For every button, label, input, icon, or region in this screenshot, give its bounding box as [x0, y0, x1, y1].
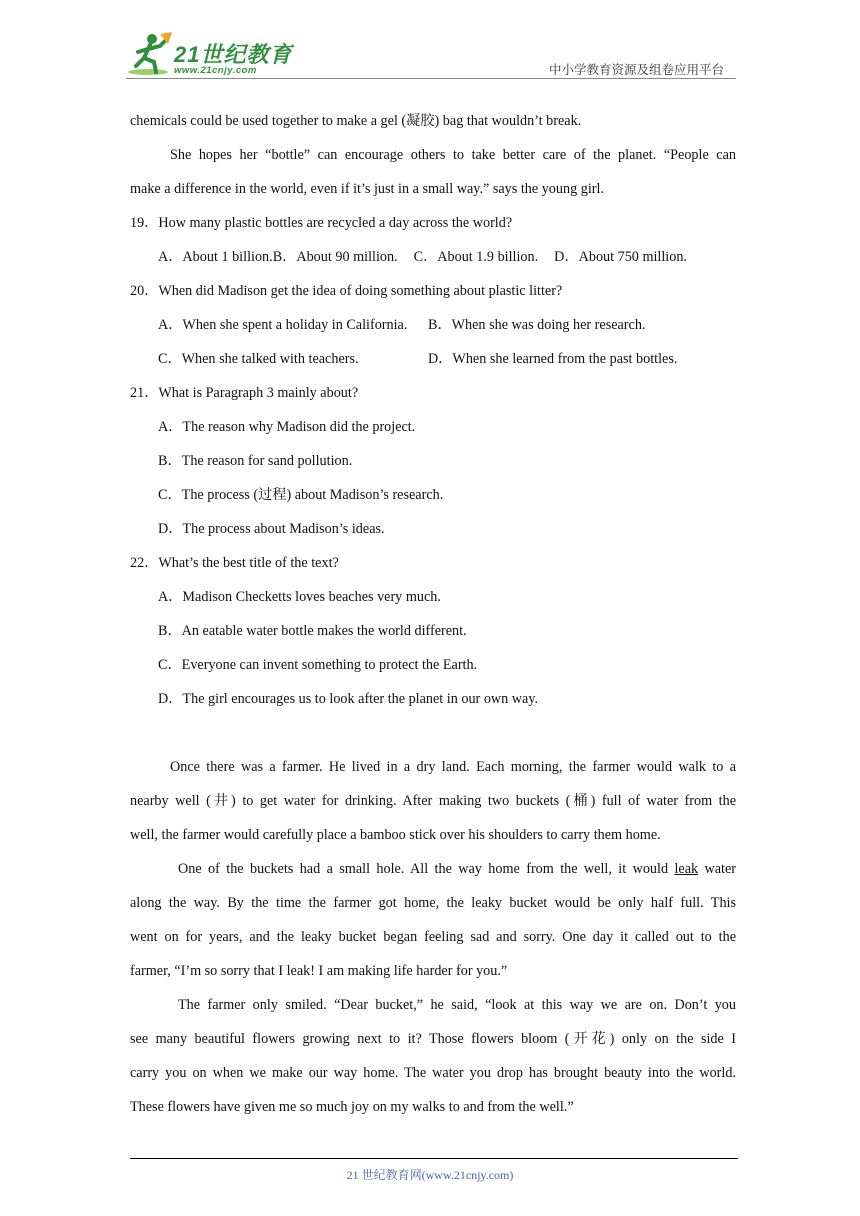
header-tagline: 中小学教育资源及组卷应用平台: [548, 62, 724, 77]
option-row: [130, 240, 736, 274]
page-header: [0, 0, 860, 90]
option-c[interactable]: C．About 1.9 billion.: [413, 249, 539, 265]
option-a[interactable]: A．The reason why Madison did the project.: [158, 419, 416, 435]
passage-line: The farmer only smiled. “Dear bucket,” he said, “look at this way we are on. Don’t you: [178, 997, 736, 1013]
option-c[interactable]: C．The process (过程) about Madison’s research.: [158, 487, 444, 503]
passage-line: along the way. By the time the farmer got home, the leaky bucket would be only half full. This: [130, 895, 736, 911]
logo-url: www.21cnjy.com: [174, 65, 257, 76]
site-logo[interactable]: [126, 32, 296, 80]
question-stem: 19．How many plastic bottles are recycled a day across the world?: [130, 215, 513, 231]
option-d[interactable]: D．About 750 million.: [554, 249, 687, 265]
runner-logo-icon: [126, 32, 174, 78]
footer-divider: [130, 1158, 738, 1159]
option-b[interactable]: B．The reason for sand pollution.: [158, 453, 353, 469]
option-c[interactable]: C．When she talked with teachers.: [158, 351, 359, 367]
passage-text: water: [704, 861, 737, 877]
section-gap: [130, 716, 736, 750]
option-a[interactable]: A．Madison Checketts loves beaches very much.: [158, 589, 441, 605]
passage-line: [130, 852, 736, 886]
passage-line: see many beautiful flowers growing next to it? Those flowers bloom (开花) only on the side I: [130, 1031, 736, 1047]
passage-line: She hopes her “bottle” can encourage others to take better care of the planet. “People can: [170, 147, 736, 163]
document-body: [130, 104, 736, 1124]
option-d[interactable]: D．The girl encourages us to look after the planet in our own way.: [158, 691, 539, 707]
passage-line: make a difference in the world, even if it’s just in a small way.” says the young girl.: [130, 181, 604, 197]
option-a[interactable]: A．When she spent a holiday in California.: [158, 317, 408, 333]
passage-text: One of the buckets had a small hole. All the way home from the well, it would: [178, 861, 669, 877]
footer-link[interactable]: 21 世纪教育网(www.21cnjy.com): [346, 1168, 514, 1182]
option-b[interactable]: B．An eatable water bottle makes the world different.: [158, 623, 467, 639]
option-a[interactable]: A．About 1 billion.: [158, 249, 273, 265]
option-row: [130, 308, 736, 342]
option-d[interactable]: D．The process about Madison’s ideas.: [158, 521, 385, 537]
question-stem: 22．What’s the best title of the text?: [130, 555, 339, 571]
passage-line: Once there was a farmer. He lived in a dry land. Each morning, the farmer would walk to a: [170, 759, 736, 775]
question-stem: 21．What is Paragraph 3 mainly about?: [130, 385, 359, 401]
option-row: [130, 342, 736, 376]
question-stem: 20．When did Madison get the idea of doing something about plastic litter?: [130, 283, 563, 299]
underlined-word: leak: [674, 861, 699, 877]
option-d[interactable]: D．When she learned from the past bottles.: [428, 351, 678, 367]
option-b[interactable]: B．When she was doing her research.: [428, 317, 646, 333]
option-c[interactable]: C．Everyone can invent something to protect the Earth.: [158, 657, 478, 673]
option-b[interactable]: B．About 90 million.: [272, 249, 398, 265]
passage-line: well, the farmer would carefully place a bamboo stick over his shoulders to carry them home.: [130, 827, 661, 843]
passage-line: nearby well (井) to get water for drinking. After making two buckets (桶) full of water from the: [130, 793, 736, 809]
passage-line: went on for years, and the leaky bucket began feeling sad and sorry. One day it called out to the: [130, 929, 736, 945]
passage-line: carry you on when we make our way home. The water you drop has brought beauty into the world.: [130, 1065, 736, 1081]
passage-line: farmer, “I’m so sorry that I leak! I am making life harder for you.”: [130, 963, 508, 979]
passage-line: chemicals could be used together to make a gel (凝胶) bag that wouldn’t break.: [130, 113, 582, 129]
logo-title: 21世纪教育: [174, 42, 293, 67]
passage-line: These flowers have given me so much joy on my walks to and from the well.”: [130, 1099, 574, 1115]
header-divider: [126, 78, 736, 79]
